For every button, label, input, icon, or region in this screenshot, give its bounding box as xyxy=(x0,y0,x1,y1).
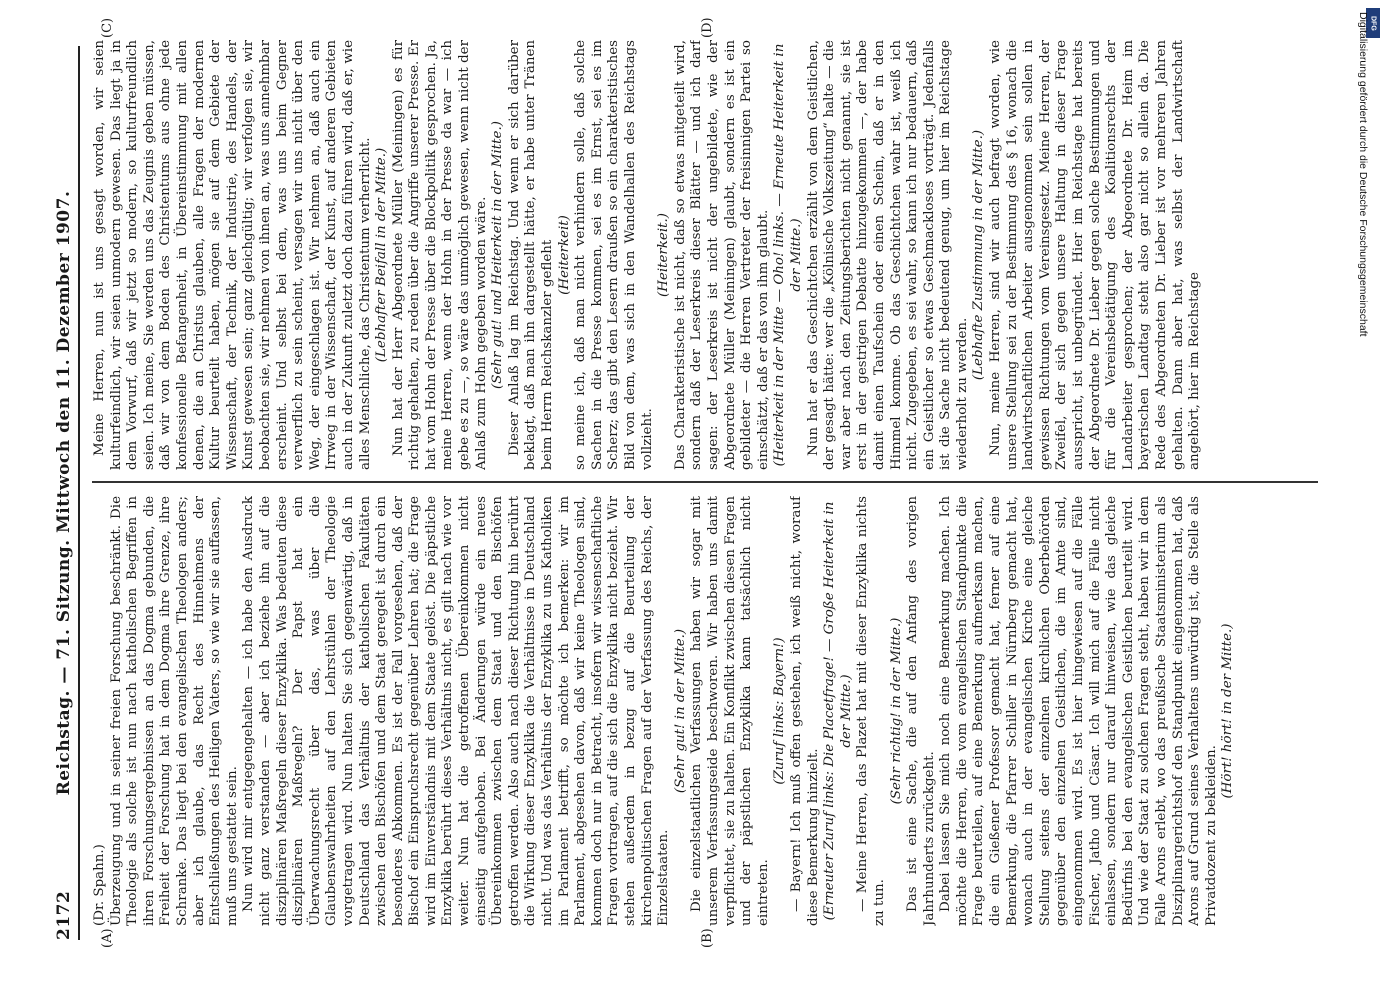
paragraph: Überzeugung und in seiner freien Forschung beschränkt. Die Theologie als solche ist nun nach katholischen Begriffen in ihren Forschungsergebnissen an das Dogma gebunden, die Freiheit der Forschung hat in dem Dogma ihre Grenze, ihre Schranke. Das liegt bei den evangelischen Theologen anders; aber ich glaube, das Recht des Hinnehmens der Entschließungen des Heiligen Vaters, so wie wir sie auffassen, muß uns gestattet sein. xyxy=(108,496,240,926)
interjection: (Lebhafte Zustimmung in der Mitte.) xyxy=(971,129,987,381)
interjection: (Hört! hört! in der Mitte.) xyxy=(1220,623,1236,799)
digitization-credit xyxy=(1350,12,1374,988)
paragraph: so meine ich, daß man nicht verhindern solle, daß solche Sachen in die Presse kommen, sei es im Ernst, sei es im Scherz; das gibt den Lesern draußen so ein charakteristisches Bild von dem, was sich in den Wandelhallen des Reichstags vollzieht. xyxy=(573,40,655,470)
page-number: 2172 xyxy=(54,890,74,940)
interjection: (Sehr richtig! in der Mitte.) xyxy=(888,617,904,805)
margin-marker-b: (B) xyxy=(700,928,715,948)
interjection: (Heiterkeit in der Mitte — Oho! links. — Erneute Heiterkeit in der Mitte.) xyxy=(772,43,804,467)
paragraph: Nun hat er das Geschichtchen erzählt von dem Geistlichen, der gesagt hätte: wer die „Kölnische Volkszeitung“ halte — die war aber nach den Zeitungsberichten nicht genannt, sie ist erst in der gestrigen Debatte hinzugekommen —, der habe damit einen Taufschein oder einen Schein, daß er in den Himmel komme. Ob das Geschichtchen wahr ist, weiß ich nicht. Zugegeben, es sei wahr, so kann ich nur bedauern, daß ein Geistlicher so etwas Geschmackloses vorträgt. Jedenfalls ist die Sache nicht bedeutend genug, um hier im Reichstage wiederholt zu werden. xyxy=(805,40,970,470)
margin-marker-a: (A) xyxy=(100,928,115,948)
paragraph: Meine Herren, nun ist uns gesagt worden, wir seien kulturfeindlich, wir seien unmodern gewesen. Das liegt ja in dem Vorwurf, daß wir jetzt so modern, so kulturfreundlich seien. Ich meine, Sie werden uns das Zeugnis geben müssen, daß wir von dem Boden des Christentums aus ohne jede konfessionelle Befangenheit, in Übereinstimmung mit allen denen, die an Christus glauben, alle Fragen der modernen Kultur beurteilt haben, mögen sie auf dem Gebiete der Wissenschaft, der Technik, der Industrie, des Handels, der Kunst gewesen sein; ganz gleichgültig; wir verfolgen sie, wir beobachten sie, wir nehmen von ihnen an, was uns annehmbar erscheint. Und selbst bei dem, was uns beim Gegner verwerflich zu sein scheint, versagen wir uns nicht über den Weg, der eingeschlagen ist. Wir nehmen an, daß auch ein Irrweg in der Wissenschaft, der Kunst, auf anderen Gebieten auch in der Zukunft zuletzt doch dazu führen wird, daß er, wie alles Menschliche, das Christentum verherrlicht. xyxy=(92,40,373,470)
margin-marker-c: (C) xyxy=(100,17,115,38)
paragraph: Nun wird mir entgegengehalten — ich habe den Ausdruck nicht ganz verstanden — aber ich beziehe ihn auf die disziplinären Maßregeln dieser Enzyklika. Was bedeuten diese disziplinären Maßregeln? Der Papst hat ein Überwachungsrecht über das, was über die Glaubenswahrheiten auf den Lehrstühlen der Theologie vorgetragen wird. Nun halten Sie sich gegenwärtig, daß in Deutschland das Verhältnis der katholischen Fakultäten zwischen den Bischöfen und dem Staat geregelt ist durch ein besonderes Abkommen. Es ist der Fall vorgesehen, daß der Bischof ein Einspruchsrecht gegenüber Lehren hat; die Frage wird im Einverständnis mit dem Staate gelöst. Die päpstliche Enzyklika berührt dieses Verhältnis nicht, es gilt nach wie vor weiter. Nun hat die getroffenen Übereinkommen nicht einseitig aufgehoben. Bei Änderungen würde ein neues Übereinkommen zwischen dem Staat und den Bischöfen getroffen werden. Also auch nach dieser Richtung hin berührt die Wirkung dieser Enzyklika die Verhältnisse in Deutschland nicht. Und was das Verhältnis der Enzyklika zu uns Katholiken im Parlament betrifft, so möchte ich bemerken: wir im Parlament, abgesehen davon, daß wir keine Theologen sind, kommen doch nur in Betracht, insofern wir wissenschaftliche Fragen vortragen, auf die sich die Enzyklika nicht bezieht. Wir stehen außerdem in bezug auf die Beurteilung der kirchenpolitischen Fragen auf der Verfassung des Reichs, der Einzelstaaten. xyxy=(241,496,672,926)
paragraph: Das ist eine Sache, die auf den Anfang des vorigen Jahrhunderts zurückgeht. xyxy=(905,496,937,926)
page-header xyxy=(48,46,80,940)
page-title: Reichstag. — 71. Sitzung. Mittwoch den 11. Dezember 1907. xyxy=(54,190,74,796)
paragraph: Nun hat der Herr Abgeordnete Müller (Meiningen) es für richtig gehalten, zu reden über die Angriffe unserer Presse. Er hat vom Hohn der Presse über die Blockpolitik gesprochen. Ja, meine Herren, wenn der Hohn in der Presse da war — ich gebe es zu —, so wäre das unmöglich gewesen, wenn nicht der Anlaß zum Hohn gegeben worden wäre. xyxy=(390,40,489,470)
paragraph: — Bayern! Ich muß offen gestehen, ich weiß nicht, worauf diese Bemerkung hinzielt. xyxy=(788,496,821,926)
interjection: (Lebhafter Beifall in der Mitte.) xyxy=(374,147,390,363)
left-column xyxy=(92,496,1318,926)
paragraph: Nun, meine Herren, sind wir auch befragt worden, wie unsere Stellung sei zu der Bestimmung des § 16, wonach die landwirtschaftlichen Arbeiter ausgenommen sein sollen in gewissen Richtungen vom Vereinsgesetz. Meine Herren, der Zweifel, der sich gegen unsere Haltung in dieser Frage ausspricht, ist unbegründet. Hier im Reichstage hat bereits der Abgeordnete Dr. Lieber gegen solche Bestimmungen und für die Vereinsbetätigung des Koalitionsrechts der Landarbeiter gesprochen; der Abgeordnete Dr. Heim im bayerischen Landtag steht also gar nicht so allein da. Die Rede des Abgeordneten Dr. Lieber ist vor mehreren Jahren gehalten. Dann aber hat, was selbst der Landwirtschaft angehört, hier im Reichstage xyxy=(988,40,1203,470)
margin-marker-d: (D) xyxy=(700,17,715,38)
paragraph: Die einzelstaatlichen Verfassungen haben wir sogar mit unserem Verfassungseide beschworen. Wir haben uns damit verpflichtet, sie zu halten. Ein Konflikt zwischen diesen Fragen und der päpstlichen Enzyklika kann tatsächlich nicht eintreten. xyxy=(689,496,771,926)
speaker-label: (Dr. Spahn.) xyxy=(92,844,107,926)
credit-text: Digitalisierung gefördert durch die Deutsche Forschungsgemeinschaft xyxy=(1357,12,1369,337)
interjection: (Zuruf links: Bayern!) xyxy=(772,637,788,785)
interjection: (Heiterkeit) xyxy=(556,215,572,295)
interjection: (Erneuter Zuruf links: Die Placetfrage! — Große Heiterkeit in der Mitte.) xyxy=(822,501,854,921)
dfg-logo: DFG xyxy=(1366,8,1380,38)
paragraph: Dabei lassen Sie mich noch eine Bemerkung machen. Ich möchte die Herren, die vom evangelischen Standpunkte die Frage beurteilen, auf eine Bemerkung aufmerksam machen, die ein Gießener Professor gemacht hat, ferner auf eine Bemerkung, die Pfarrer Schiller in Nürnberg gemacht hat, wonach auch in der evangelischen Kirche eine gleiche Stellung seitens der einzelnen kirchlichen Oberbehörden gegenüber den einzelnen Geistlichen, die im Amte sind, eingenommen wird. Es ist hier hingewiesen auf die Fälle Fischer, Jatho und Cäsar. Ich will mich auf die Fälle nicht einlassen, sondern nur darauf hinweisen, wie das gleiche Bedürfnis bei den evangelischen Geistlichen beurteilt wird. Und wie der Staat zu solchen Fragen steht, haben wir in dem Falle Arons erlebt, wo das preußische Staatsministerium als Disziplinargerichtshof den Standpunkt eingenommen hat, daß Arons auf Grund seines Verhaltens unwürdig ist, die Stelle als Privatdozent zu bekleiden. xyxy=(938,496,1219,926)
interjection: (Sehr gut! in der Mitte.) xyxy=(672,628,688,794)
interjection: (Heiterkeit.) xyxy=(656,213,672,297)
paragraph: Dieser Anlaß lag im Reichstag. Und wenn er sich darüber beklagt, daß man ihn dargestellt hätte, er habe unter Tränen beim Herrn Reichskanzler gefleht xyxy=(506,40,556,470)
interjection: (Sehr gut! und Heiterkeit in der Mitte.) xyxy=(490,121,506,389)
column-divider xyxy=(92,482,1318,484)
right-column xyxy=(92,40,1318,470)
paragraph: Das Charakteristische ist nicht, daß so etwas mitgeteilt wird, sondern daß der Leserkreis dieser Blätter — und ich darf sagen: der Leserkreis ist nicht der ungebildete, wie der Abgeordnete Müller (Meiningen) glaubt, sondern es ist ein gebildeter — die Herren Vertreter der freisinnigen Partei so einschätzt, daß er das von ihm glaubt. xyxy=(672,40,771,470)
paragraph: — Meine Herren, das Plazet hat mit dieser Enzyklika nichts zu tun. xyxy=(855,496,887,926)
